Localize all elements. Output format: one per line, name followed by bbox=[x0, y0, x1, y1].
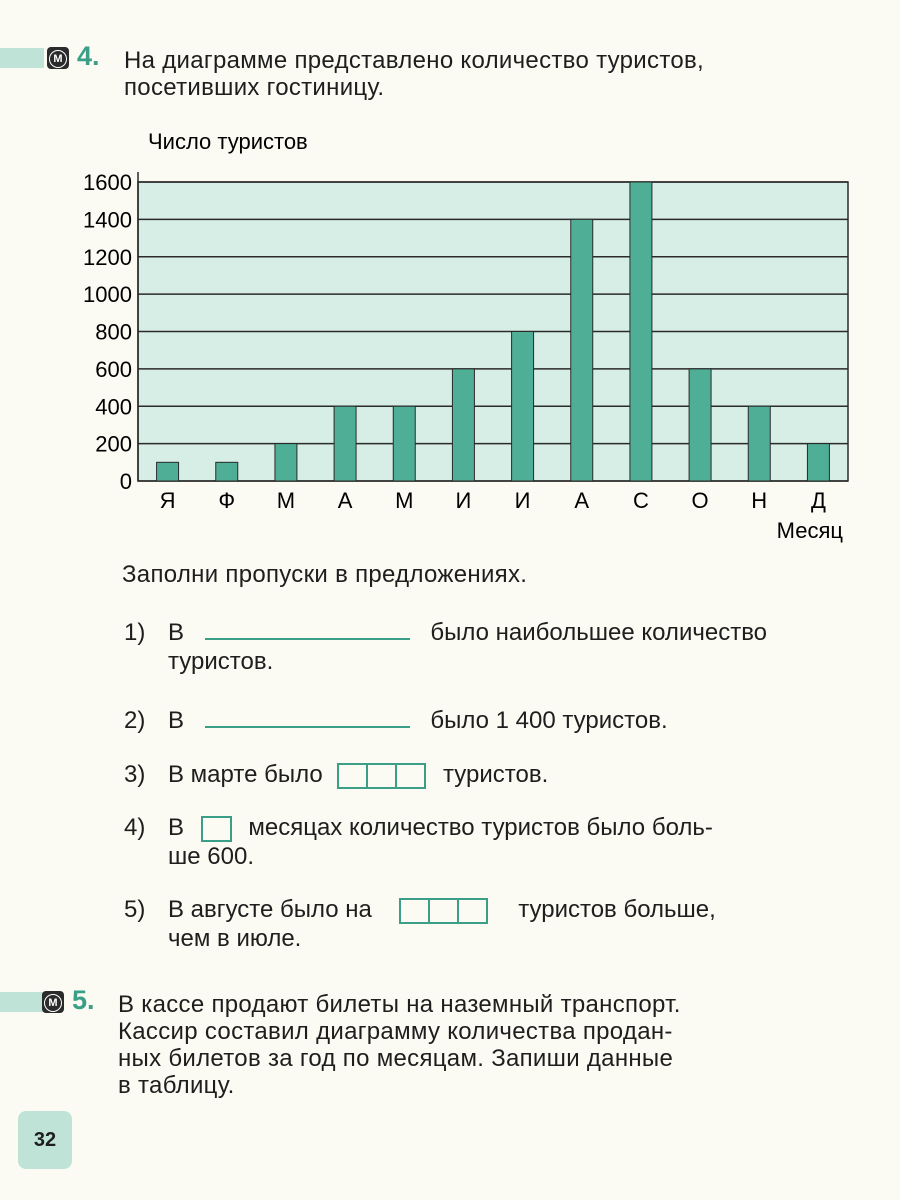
bar-2 bbox=[216, 462, 238, 481]
bar-7 bbox=[512, 332, 534, 482]
x-tick-label: И bbox=[514, 488, 531, 513]
answer-boxes-3[interactable] bbox=[399, 898, 488, 924]
bar-9 bbox=[630, 182, 652, 481]
bar-5 bbox=[393, 406, 415, 481]
bar-3 bbox=[275, 444, 297, 481]
y-tick-label: 200 bbox=[95, 431, 132, 457]
mental-math-badge: М bbox=[47, 47, 69, 69]
page-number: 32 bbox=[18, 1111, 72, 1169]
x-tick-label: Ф bbox=[218, 488, 236, 513]
x-tick-label: А bbox=[337, 488, 353, 513]
answer-line[interactable] bbox=[205, 638, 410, 640]
fill-item-1: 1) В было наибольшее количество туристов. bbox=[124, 619, 768, 675]
bar-1 bbox=[157, 462, 179, 481]
fill-item-4: 4) В месяцах количество туристов было боль- ше 600. bbox=[124, 814, 713, 870]
bar-4 bbox=[334, 406, 356, 481]
y-tick-label: 1000 bbox=[83, 282, 132, 308]
y-tick-label: 800 bbox=[95, 319, 132, 345]
x-tick-label: С bbox=[632, 488, 649, 513]
bar-8 bbox=[571, 219, 593, 481]
x-tick-label: Д bbox=[810, 488, 826, 513]
task-text: На диаграмме представлено количество туристов, посетивших гостиницу. bbox=[124, 47, 705, 101]
x-tick-label: И bbox=[455, 488, 472, 513]
fill-item-3: 3) В марте было туристов. bbox=[124, 761, 549, 788]
mental-math-badge: М bbox=[42, 991, 64, 1013]
bar-6 bbox=[452, 369, 474, 481]
y-tick-label: 400 bbox=[95, 394, 132, 420]
y-tick-label: 600 bbox=[95, 356, 132, 382]
x-tick-label: М bbox=[276, 488, 296, 513]
fill-item-2: 2) В было 1 400 туристов. bbox=[124, 707, 668, 734]
bar-12 bbox=[807, 444, 829, 481]
x-axis-title: Месяц bbox=[776, 518, 843, 543]
bar-11 bbox=[748, 406, 770, 481]
fill-item-5: 5) В августе было на туристов больше, чем в июле. bbox=[124, 896, 716, 952]
y-tick-label: 1600 bbox=[83, 170, 132, 195]
y-tick-label: 1200 bbox=[83, 244, 132, 270]
y-axis-title: Число туристов bbox=[148, 129, 308, 154]
header-accent-bar bbox=[0, 992, 44, 1012]
x-tick-label: А bbox=[574, 488, 590, 513]
task-number: 4. bbox=[77, 41, 100, 71]
answer-line[interactable] bbox=[205, 726, 410, 728]
task-number: 5. bbox=[72, 985, 95, 1015]
x-tick-label: М bbox=[395, 488, 414, 513]
bar-10 bbox=[689, 369, 711, 481]
y-tick-label: 0 bbox=[119, 469, 132, 494]
task-text: В кассе продают билеты на наземный транспорт. Кассир составил диаграмму количества продан- ных билетов за год по месяцам. Запиши данные в таблицу. bbox=[118, 991, 681, 1099]
instruction: Заполни пропуски в предложениях. bbox=[122, 561, 528, 588]
x-tick-label: Н bbox=[751, 488, 768, 513]
y-tick-label: 1400 bbox=[83, 207, 132, 233]
answer-box-1[interactable] bbox=[201, 816, 232, 842]
x-tick-label: Я bbox=[159, 488, 176, 513]
bar-chart bbox=[0, 0, 900, 560]
answer-boxes-3[interactable] bbox=[337, 763, 426, 789]
x-tick-label: О bbox=[691, 488, 709, 513]
